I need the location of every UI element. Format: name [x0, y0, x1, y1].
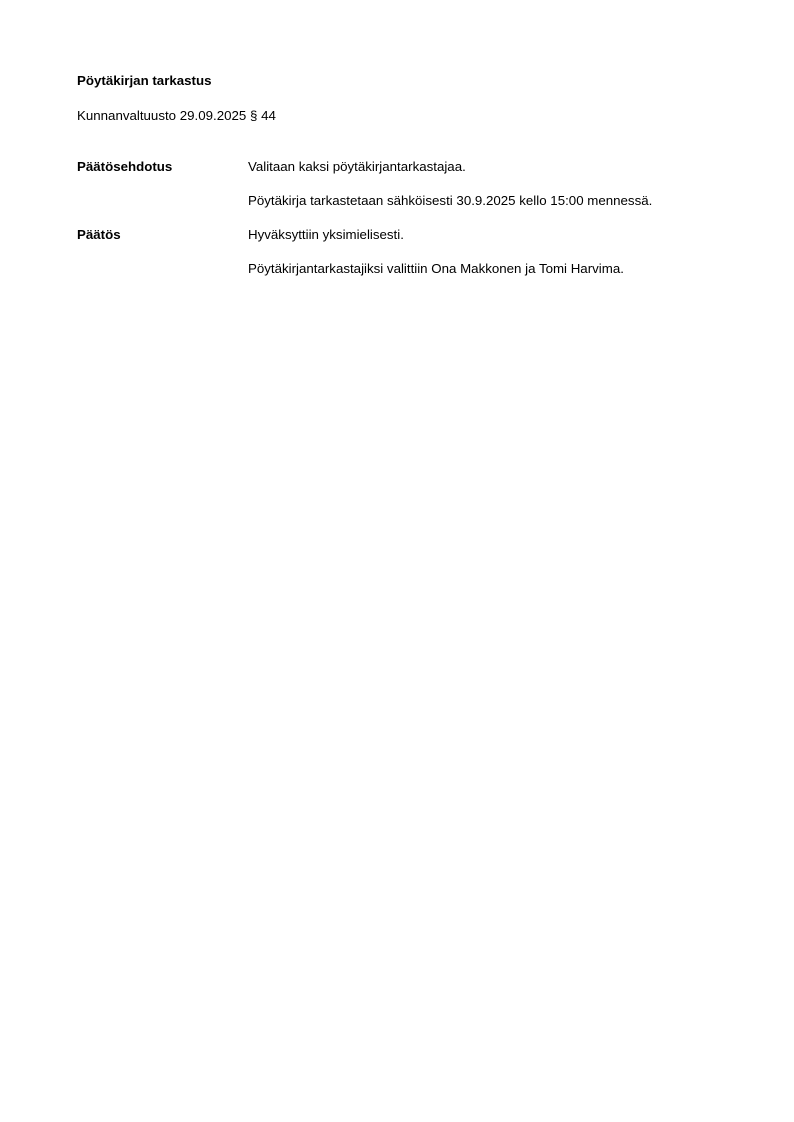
- decision-text: Hyväksyttiin yksimielisesti.: [248, 227, 404, 242]
- decision-inspectors-text: Pöytäkirjantarkastajiksi valittiin Ona Makkonen ja Tomi Harvima.: [248, 261, 624, 276]
- proposal-text: Valitaan kaksi pöytäkirjantarkastajaa.: [248, 159, 466, 174]
- proposal-label: Päätösehdotus: [77, 159, 173, 174]
- proposal-deadline-text: Pöytäkirja tarkastetaan sähköisesti 30.9.2025 kello 15:00 mennessä.: [248, 193, 653, 208]
- document-title: Pöytäkirjan tarkastus: [77, 73, 212, 88]
- meeting-reference: Kunnanvaltuusto 29.09.2025 § 44: [77, 108, 276, 123]
- decision-label: Päätös: [77, 227, 121, 242]
